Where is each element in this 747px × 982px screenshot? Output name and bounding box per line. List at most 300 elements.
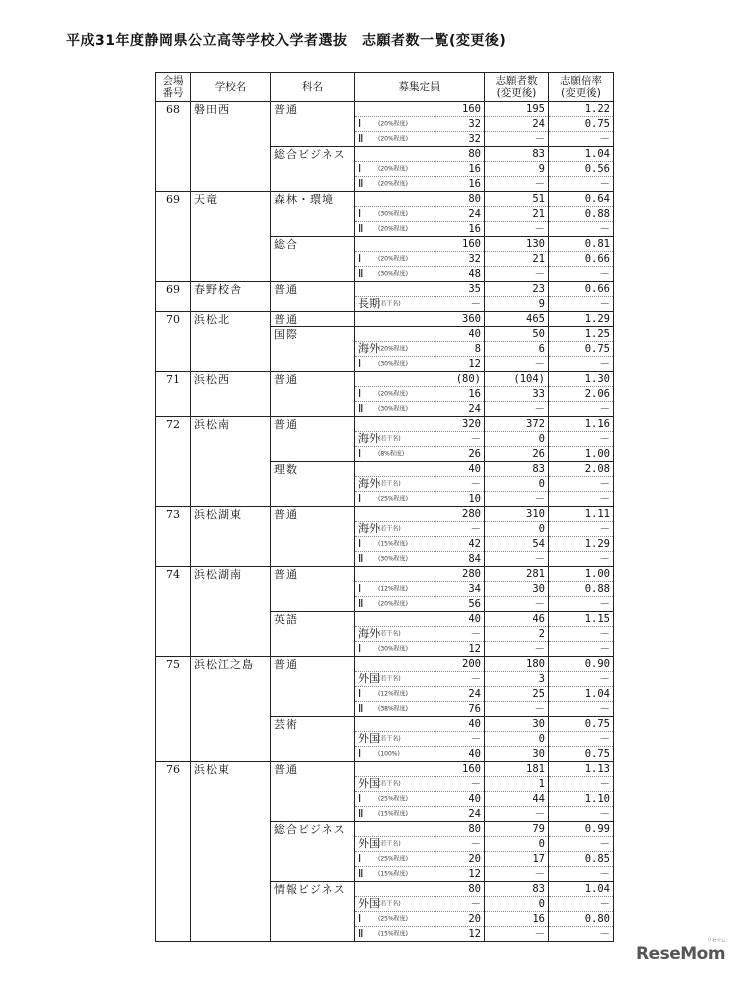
venue-number-cell	[156, 612, 191, 627]
quota-type-cell	[355, 927, 435, 942]
applicants-cell: 0	[485, 897, 549, 912]
header-applicants: 志願者数 (変更後)	[485, 73, 549, 102]
table-row	[156, 342, 614, 357]
applicants-cell: －	[485, 867, 549, 882]
school-name-cell	[191, 357, 271, 372]
school-name-cell	[191, 387, 271, 402]
school-name-cell	[191, 612, 271, 627]
applicants-cell: －	[485, 642, 549, 657]
quota-type-cell	[355, 897, 435, 912]
quota-note: (20%程度)	[378, 120, 409, 128]
ratio-cell: 0.80	[549, 912, 614, 927]
applicants-cell: －	[485, 702, 549, 717]
capacity-cell: 80	[355, 882, 485, 897]
dept-name-cell	[271, 537, 355, 552]
school-name-cell	[191, 477, 271, 492]
school-name-cell: 浜松西	[191, 372, 271, 387]
quota-type-cell	[355, 912, 435, 927]
dept-name-cell	[271, 177, 355, 192]
table-row	[156, 132, 614, 147]
venue-number-cell	[156, 432, 191, 447]
quota-note: (若干名)	[378, 525, 401, 533]
ratio-cell: －	[549, 777, 614, 792]
table-row	[156, 372, 614, 387]
dept-name-cell: 普通	[271, 312, 355, 327]
quota-note: (15%程度)	[378, 810, 409, 818]
dept-name-cell	[271, 132, 355, 147]
quota-type-label: 外国	[358, 897, 380, 911]
dept-name-cell	[271, 687, 355, 702]
ratio-cell: －	[549, 642, 614, 657]
quota-type-label: Ⅰ	[358, 207, 362, 221]
school-name-cell: 浜松南	[191, 417, 271, 432]
ratio-cell: 1.04	[549, 687, 614, 702]
dept-name-cell	[271, 297, 355, 312]
table-row	[156, 732, 614, 747]
school-name-cell	[191, 132, 271, 147]
quota-type-cell	[355, 297, 435, 312]
quota-capacity-cell: 24	[435, 207, 485, 222]
quota-capacity-cell: 32	[435, 117, 485, 132]
quota-note: (若干名)	[378, 735, 401, 743]
dept-name-cell: 普通	[271, 102, 355, 117]
table-row	[156, 762, 614, 777]
quota-type-cell	[355, 687, 435, 702]
school-name-cell: 浜松湖南	[191, 567, 271, 582]
dept-name-cell	[271, 432, 355, 447]
venue-number-cell: 68	[156, 102, 191, 117]
quota-type-cell	[355, 837, 435, 852]
table-row	[156, 777, 614, 792]
table-row	[156, 387, 614, 402]
dept-name-cell	[271, 927, 355, 942]
applicants-cell: 0	[485, 732, 549, 747]
quota-type-label: Ⅰ	[358, 357, 362, 371]
venue-number-cell	[156, 672, 191, 687]
ratio-cell: 0.66	[549, 282, 614, 297]
venue-number-cell: 75	[156, 657, 191, 672]
quota-type-cell	[355, 732, 435, 747]
quota-type-cell	[355, 162, 435, 177]
ratio-cell: 2.08	[549, 462, 614, 477]
applicants-cell: 83	[485, 882, 549, 897]
venue-number-cell: 71	[156, 372, 191, 387]
quota-note: (若干名)	[378, 840, 401, 848]
ratio-cell: －	[549, 702, 614, 717]
dept-name-cell	[271, 597, 355, 612]
header-school: 学校名	[191, 73, 271, 102]
quota-note: (20%程度)	[378, 165, 409, 173]
dept-name-cell: 普通	[271, 762, 355, 777]
capacity-cell: 280	[355, 507, 485, 522]
venue-number-cell	[156, 342, 191, 357]
venue-number-cell	[156, 252, 191, 267]
ratio-cell: 1.04	[549, 882, 614, 897]
table-row	[156, 717, 614, 732]
ratio-cell: 0.90	[549, 657, 614, 672]
applicants-cell: －	[485, 492, 549, 507]
venue-number-cell	[156, 267, 191, 282]
quota-type-label: Ⅰ	[358, 447, 362, 461]
quota-note: (若干名)	[378, 630, 401, 638]
venue-number-cell	[156, 162, 191, 177]
venue-number-cell	[156, 597, 191, 612]
dept-name-cell: 国際	[271, 327, 355, 342]
quota-type-label: Ⅱ	[358, 807, 364, 821]
quota-type-label: 外国	[358, 777, 380, 791]
quota-type-cell	[355, 807, 435, 822]
school-name-cell: 浜松北	[191, 312, 271, 327]
ratio-cell: 1.22	[549, 102, 614, 117]
venue-number-cell	[156, 807, 191, 822]
quota-capacity-cell: 26	[435, 447, 485, 462]
school-name-cell: 浜松湖東	[191, 507, 271, 522]
venue-number-cell	[156, 477, 191, 492]
venue-number-cell	[156, 837, 191, 852]
dept-name-cell: 普通	[271, 567, 355, 582]
quota-type-label: Ⅰ	[358, 252, 362, 266]
dept-name-cell: 総合	[271, 237, 355, 252]
venue-number-cell: 76	[156, 762, 191, 777]
quota-capacity-cell: 32	[435, 252, 485, 267]
venue-number-cell: 70	[156, 312, 191, 327]
applicants-cell: 0	[485, 522, 549, 537]
applicants-cell: 180	[485, 657, 549, 672]
venue-number-cell	[156, 402, 191, 417]
quota-note: (25%程度)	[378, 915, 409, 923]
venue-number-cell	[156, 882, 191, 897]
ratio-cell: 0.75	[549, 717, 614, 732]
applicants-cell: 30	[485, 717, 549, 732]
table-row	[156, 402, 614, 417]
capacity-cell: 280	[355, 567, 485, 582]
quota-note: (12%程度)	[378, 585, 409, 593]
table-row	[156, 927, 614, 942]
capacity-cell: 360	[355, 312, 485, 327]
ratio-cell: －	[549, 897, 614, 912]
school-name-cell	[191, 597, 271, 612]
quota-type-cell	[355, 702, 435, 717]
dept-name-cell	[271, 777, 355, 792]
table-row	[156, 267, 614, 282]
school-name-cell: 春野校舎	[191, 282, 271, 297]
capacity-cell: 40	[355, 717, 485, 732]
table-row	[156, 822, 614, 837]
dept-name-cell	[271, 162, 355, 177]
venue-number-cell	[156, 462, 191, 477]
quota-note: (若干名)	[378, 435, 401, 443]
quota-capacity-cell: 20	[435, 912, 485, 927]
quota-type-cell	[355, 447, 435, 462]
table-row	[156, 912, 614, 927]
quota-capacity-cell: 40	[435, 792, 485, 807]
dept-name-cell	[271, 702, 355, 717]
quota-capacity-cell: －	[435, 732, 485, 747]
table-row	[156, 837, 614, 852]
applicants-cell: －	[485, 552, 549, 567]
applicants-cell: 9	[485, 162, 549, 177]
applicants-cell: 16	[485, 912, 549, 927]
ratio-cell: 0.56	[549, 162, 614, 177]
school-name-cell	[191, 897, 271, 912]
school-name-cell	[191, 117, 271, 132]
quota-type-label: Ⅰ	[358, 687, 362, 701]
quota-type-label: Ⅰ	[358, 912, 362, 926]
school-name-cell	[191, 222, 271, 237]
quota-type-cell	[355, 492, 435, 507]
quota-note: (15%程度)	[378, 870, 409, 878]
ratio-cell: 1.30	[549, 372, 614, 387]
venue-number-cell: 72	[156, 417, 191, 432]
dept-name-cell	[271, 252, 355, 267]
capacity-cell: 80	[355, 822, 485, 837]
capacity-cell: 160	[355, 762, 485, 777]
quota-note: (15%程度)	[378, 930, 409, 938]
dept-name-cell	[271, 897, 355, 912]
ratio-cell: －	[549, 267, 614, 282]
quota-note: (20%程度)	[378, 180, 409, 188]
quota-capacity-cell: 12	[435, 867, 485, 882]
ratio-cell: 1.04	[549, 147, 614, 162]
table-row	[156, 687, 614, 702]
applicants-cell: －	[485, 177, 549, 192]
dept-name-cell	[271, 267, 355, 282]
quota-type-label: Ⅰ	[358, 492, 362, 506]
school-name-cell	[191, 852, 271, 867]
quota-type-label: 長期	[358, 297, 380, 311]
quota-capacity-cell: 24	[435, 807, 485, 822]
venue-number-cell	[156, 627, 191, 642]
quota-type-label: Ⅰ	[358, 117, 362, 131]
applicants-cell: 310	[485, 507, 549, 522]
ratio-cell: 0.66	[549, 252, 614, 267]
quota-type-label: Ⅰ	[358, 582, 362, 596]
school-name-cell	[191, 582, 271, 597]
school-name-cell	[191, 492, 271, 507]
table-row	[156, 807, 614, 822]
resemom-logo	[636, 938, 726, 964]
dept-name-cell: 芸術	[271, 717, 355, 732]
venue-number-cell	[156, 132, 191, 147]
ratio-cell: 0.88	[549, 207, 614, 222]
quota-type-label: Ⅱ	[358, 702, 364, 716]
quota-capacity-cell: －	[435, 672, 485, 687]
school-name-cell	[191, 522, 271, 537]
venue-number-cell	[156, 747, 191, 762]
header-venue: 会場 番号	[156, 73, 191, 102]
venue-number-cell	[156, 147, 191, 162]
ratio-cell: 1.29	[549, 312, 614, 327]
quota-type-label: Ⅱ	[358, 552, 364, 566]
school-name-cell	[191, 462, 271, 477]
table-header-row	[156, 73, 614, 102]
school-name-cell	[191, 267, 271, 282]
applicants-cell: 46	[485, 612, 549, 627]
table-row	[156, 207, 614, 222]
dept-name-cell	[271, 672, 355, 687]
ratio-cell: 1.29	[549, 537, 614, 552]
venue-number-cell	[156, 327, 191, 342]
quota-note: (30%程度)	[378, 555, 409, 563]
dept-name-cell	[271, 792, 355, 807]
dept-name-cell: 情報ビジネス	[271, 882, 355, 897]
header-ratio: 志願倍率 (変更後)	[549, 73, 614, 102]
school-name-cell	[191, 162, 271, 177]
quota-capacity-cell: 8	[435, 342, 485, 357]
ratio-cell: 0.85	[549, 852, 614, 867]
school-name-cell	[191, 327, 271, 342]
table-row	[156, 882, 614, 897]
quota-note: (30%程度)	[378, 360, 409, 368]
table-row	[156, 897, 614, 912]
quota-note: (8%程度)	[378, 450, 405, 458]
table-row	[156, 462, 614, 477]
school-name-cell	[191, 747, 271, 762]
quota-type-label: Ⅰ	[358, 852, 362, 866]
ratio-cell: 1.00	[549, 447, 614, 462]
table-row	[156, 252, 614, 267]
venue-number-cell	[156, 897, 191, 912]
quota-note: (25%程度)	[378, 795, 409, 803]
quota-type-label: Ⅰ	[358, 792, 362, 806]
quota-capacity-cell: －	[435, 897, 485, 912]
capacity-cell: 160	[355, 102, 485, 117]
capacity-cell: 320	[355, 417, 485, 432]
applicants-cell: 83	[485, 147, 549, 162]
quota-type-cell	[355, 852, 435, 867]
quota-note: (20%程度)	[378, 600, 409, 608]
ratio-cell: －	[549, 522, 614, 537]
dept-name-cell	[271, 447, 355, 462]
venue-number-cell	[156, 177, 191, 192]
dept-name-cell	[271, 837, 355, 852]
venue-number-cell	[156, 537, 191, 552]
school-name-cell	[191, 147, 271, 162]
table-body	[156, 102, 614, 942]
capacity-cell: 40	[355, 612, 485, 627]
venue-number-cell	[156, 552, 191, 567]
quota-type-cell	[355, 597, 435, 612]
dept-name-cell	[271, 852, 355, 867]
venue-number-cell	[156, 702, 191, 717]
ratio-cell: 1.11	[549, 507, 614, 522]
quota-type-cell	[355, 267, 435, 282]
ratio-cell: 0.99	[549, 822, 614, 837]
capacity-cell: (80)	[355, 372, 485, 387]
ratio-cell: －	[549, 357, 614, 372]
venue-number-cell: 73	[156, 507, 191, 522]
venue-number-cell	[156, 237, 191, 252]
quota-note: (20%程度)	[378, 345, 409, 353]
dept-name-cell	[271, 492, 355, 507]
school-name-cell	[191, 927, 271, 942]
venue-number-cell	[156, 492, 191, 507]
table-row	[156, 477, 614, 492]
venue-number-cell: 69	[156, 192, 191, 207]
school-name-cell	[191, 402, 271, 417]
venue-number-cell	[156, 912, 191, 927]
applicants-cell: 50	[485, 327, 549, 342]
dept-name-cell: 総合ビジネス	[271, 147, 355, 162]
quota-type-cell	[355, 207, 435, 222]
applicants-cell: 372	[485, 417, 549, 432]
ratio-cell: －	[549, 837, 614, 852]
capacity-cell: 40	[355, 462, 485, 477]
quota-type-label: Ⅰ	[358, 162, 362, 176]
quota-note: (20%程度)	[378, 390, 409, 398]
ratio-cell: 1.15	[549, 612, 614, 627]
quota-type-label: Ⅱ	[358, 132, 364, 146]
quota-capacity-cell: 24	[435, 402, 485, 417]
table-row	[156, 447, 614, 462]
header-dept: 科名	[271, 73, 355, 102]
table-row	[156, 852, 614, 867]
venue-number-cell	[156, 867, 191, 882]
applicants-cell: －	[485, 927, 549, 942]
venue-number-cell: 74	[156, 567, 191, 582]
table-row	[156, 537, 614, 552]
quota-type-cell	[355, 252, 435, 267]
quota-type-label: Ⅱ	[358, 867, 364, 881]
dept-name-cell	[271, 807, 355, 822]
table-row	[156, 357, 614, 372]
dept-name-cell: 普通	[271, 282, 355, 297]
applicants-cell: 24	[485, 117, 549, 132]
ratio-cell: －	[549, 432, 614, 447]
quota-type-cell	[355, 342, 435, 357]
applicants-cell: 25	[485, 687, 549, 702]
quota-capacity-cell: －	[435, 477, 485, 492]
venue-number-cell	[156, 297, 191, 312]
quota-note: (若干名)	[378, 675, 401, 683]
quota-type-cell	[355, 777, 435, 792]
school-name-cell	[191, 912, 271, 927]
ratio-cell: －	[549, 552, 614, 567]
quota-type-cell	[355, 222, 435, 237]
quota-capacity-cell: 12	[435, 642, 485, 657]
venue-number-cell	[156, 642, 191, 657]
venue-number-cell	[156, 717, 191, 732]
venue-number-cell	[156, 777, 191, 792]
quota-note: (若干名)	[378, 780, 401, 788]
quota-type-label: Ⅱ	[358, 597, 364, 611]
school-name-cell	[191, 882, 271, 897]
ratio-cell: －	[549, 927, 614, 942]
applicants-cell: 181	[485, 762, 549, 777]
ratio-cell: －	[549, 402, 614, 417]
ratio-cell: 1.10	[549, 792, 614, 807]
applicants-cell: －	[485, 402, 549, 417]
table-row	[156, 117, 614, 132]
quota-capacity-cell: 34	[435, 582, 485, 597]
dept-name-cell	[271, 207, 355, 222]
venue-number-cell: 69	[156, 282, 191, 297]
applicants-cell: 30	[485, 582, 549, 597]
venue-number-cell	[156, 852, 191, 867]
quota-type-label: Ⅱ	[358, 222, 364, 236]
quota-type-cell	[355, 642, 435, 657]
venue-number-cell	[156, 447, 191, 462]
venue-number-cell	[156, 357, 191, 372]
quota-capacity-cell: 16	[435, 222, 485, 237]
table-row	[156, 237, 614, 252]
applicants-cell: 54	[485, 537, 549, 552]
table-row	[156, 672, 614, 687]
school-name-cell	[191, 837, 271, 852]
dept-name-cell	[271, 912, 355, 927]
table-row	[156, 177, 614, 192]
venue-number-cell	[156, 117, 191, 132]
